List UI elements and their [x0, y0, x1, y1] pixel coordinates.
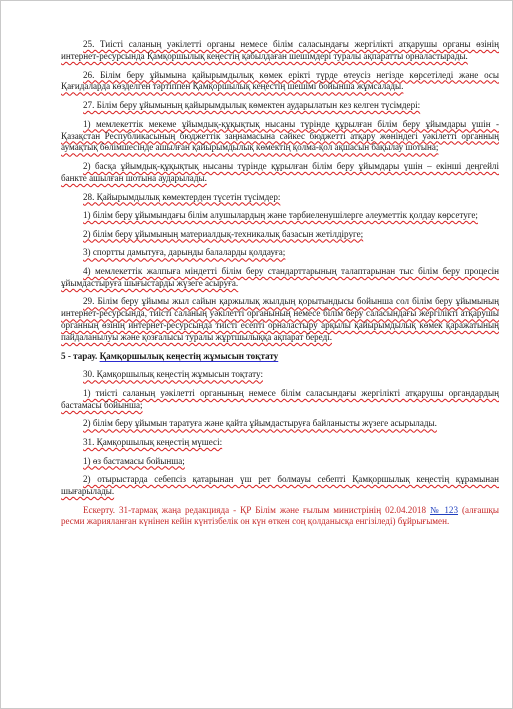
paragraph-30 [61, 369, 499, 381]
paragraph-31-text: 31. Қамқоршылық кеңестің мүшесі: [83, 436, 223, 447]
paragraph-27-item-1-text: 1) мемлекеттік мекеме ұйымдық-құқықтық нысаны түрінде құрылған білім беру ұйымдары үшін - Қазақстан Республикасының бюджеттік заңнамасына сәйкес бюджетті атқару жөніндегі уәкілетті органның аумақтық бөлімшесінде ашылған қайырымдылық көмектің қолма-қол ақшасын бақылау шотына; [61, 118, 499, 153]
paragraph-29-text: 29. Білім беру ұйымы жыл сайын қаржылық жылдың қорытындысы бойынша сол білім беру ұйымының интернет-ресурсында, тиісті саланың уәкілетті органының немесе білім беру саласындағы жергілікті атқарушы органның өзінің интернет-ресурсында тиісті есепті орналастыру арқылы қайырымдылық көмек қаражатының пайдаланылуы және қозғалысы туралы жұртшылыққа ақпарат береді. [61, 296, 499, 343]
amendment-note [61, 505, 499, 528]
paragraph-28-item-1 [61, 210, 499, 222]
paragraph-27-item-2-text: 2) басқа ұйымдық-құқықтық нысаны түрінде құрылған білім беру ұйымдары үшін – екінші деңгейлі банкте ашылған шотына аударылады. [61, 161, 499, 183]
paragraph-30-text: 30. Қамқоршылық кеңестің жұмысын тоқтату: [83, 369, 263, 380]
paragraph-31-item-2 [61, 474, 499, 498]
paragraph-25-text: 25. Тиісті саланың уәкілетті органы немесе білім саласындағы жергілікті атқарушы органы өзінің интернет-ресурсында Қамқоршылық кеңестің қабылдаған шешімдері туралы ақпаратты орналастырады. [61, 39, 499, 61]
paragraph-28-item-3-text: 3) спортты дамытуға, дарынды балаларды қолдауға; [83, 247, 286, 258]
paragraph-28-item-2 [61, 229, 499, 241]
paragraph-28-text: 28. Қайырымдылық көмектерден түсетін түсімдер: [83, 191, 281, 202]
section-heading-title: Қамқоршылық кеңестің жұмысын тоқтату [99, 350, 279, 361]
paragraph-31-item-1-text: 1) өз бастамасы бойынша; [83, 455, 185, 466]
paragraph-28-item-2-text: 2) білім беру ұйымының материалдық-техникалық базасын жетілдіруге; [83, 228, 364, 239]
paragraph-30-item-2 [61, 418, 499, 430]
paragraph-31 [61, 437, 499, 449]
paragraph-30-item-1 [61, 388, 499, 412]
paragraph-27 [61, 100, 499, 112]
paragraph-30-item-2-text: 2) білім беру ұйымын таратуға және қайта ұйымдастыруға байланысты жүзеге асырылады. [83, 418, 437, 429]
paragraph-29 [61, 296, 499, 344]
paragraph-28-item-1-text: 1) білім беру ұйымындағы білім алушылардың және тәрбиеленушілерге әлеуметтік қолдау көрсетуге; [83, 210, 478, 221]
amendment-note-text: Ескерту. 31-тармақ жаңа редакцияда - ҚР Білім және ғылым министрінің 02.04.2018 [83, 504, 430, 515]
section-heading [61, 351, 499, 363]
paragraph-26 [61, 70, 499, 94]
paragraph-28-item-3 [61, 247, 499, 259]
paragraph-28-item-4-text: 4) мемлекеттік жалпыға міндетті білім беру стандарттарының талаптарынан тыс білім беру процесін ұйымдастыруға шығыстарды жүзеге асыруға. [61, 265, 499, 288]
order-number-link[interactable]: № 123 [429, 504, 459, 515]
paragraph-30-item-1-text: 1) тиісті саланың уәкілетті органының немесе білім саласындағы жергілікті атқарушы органдардың бастамасы бойынша; [61, 387, 499, 410]
paragraph-25 [61, 39, 499, 63]
paragraph-28 [61, 192, 499, 204]
paragraph-27-text: 27. Білім беру ұйымының қайырымдылық көмектен аударылатын кез келген түсімдері: [83, 100, 421, 110]
paragraph-27-item-2 [61, 161, 499, 185]
paragraph-31-item-1 [61, 456, 499, 468]
document-body [61, 39, 499, 528]
section-heading-prefix: 5 - тарау. [61, 350, 100, 361]
amendment-note-effect-text: (алғашқы ресми жарияланған күнінен кейін күнтізбелік он күн өткен соң қолданысқа енгізіледі) бұйрығымен. [61, 504, 499, 527]
paragraph-28-item-4 [61, 266, 499, 290]
paragraph-26-text: 26. Білім беру ұйымына қайырымдылық көмек ерікті түрде өтеусіз негізде көрсетіледі және осы Қағидаларда көзделген тәртіппен Қамқоршылық кеңестің шешімі бойынша жұмсалады. [61, 69, 499, 92]
paragraph-27-item-1 [61, 119, 499, 155]
paragraph-31-item-2-text: 2) отырыстарда себепсіз қатарынан үш рет болмауы себепті Қамқоршылық кеңестің құрамынан шығарылады. [61, 474, 499, 497]
